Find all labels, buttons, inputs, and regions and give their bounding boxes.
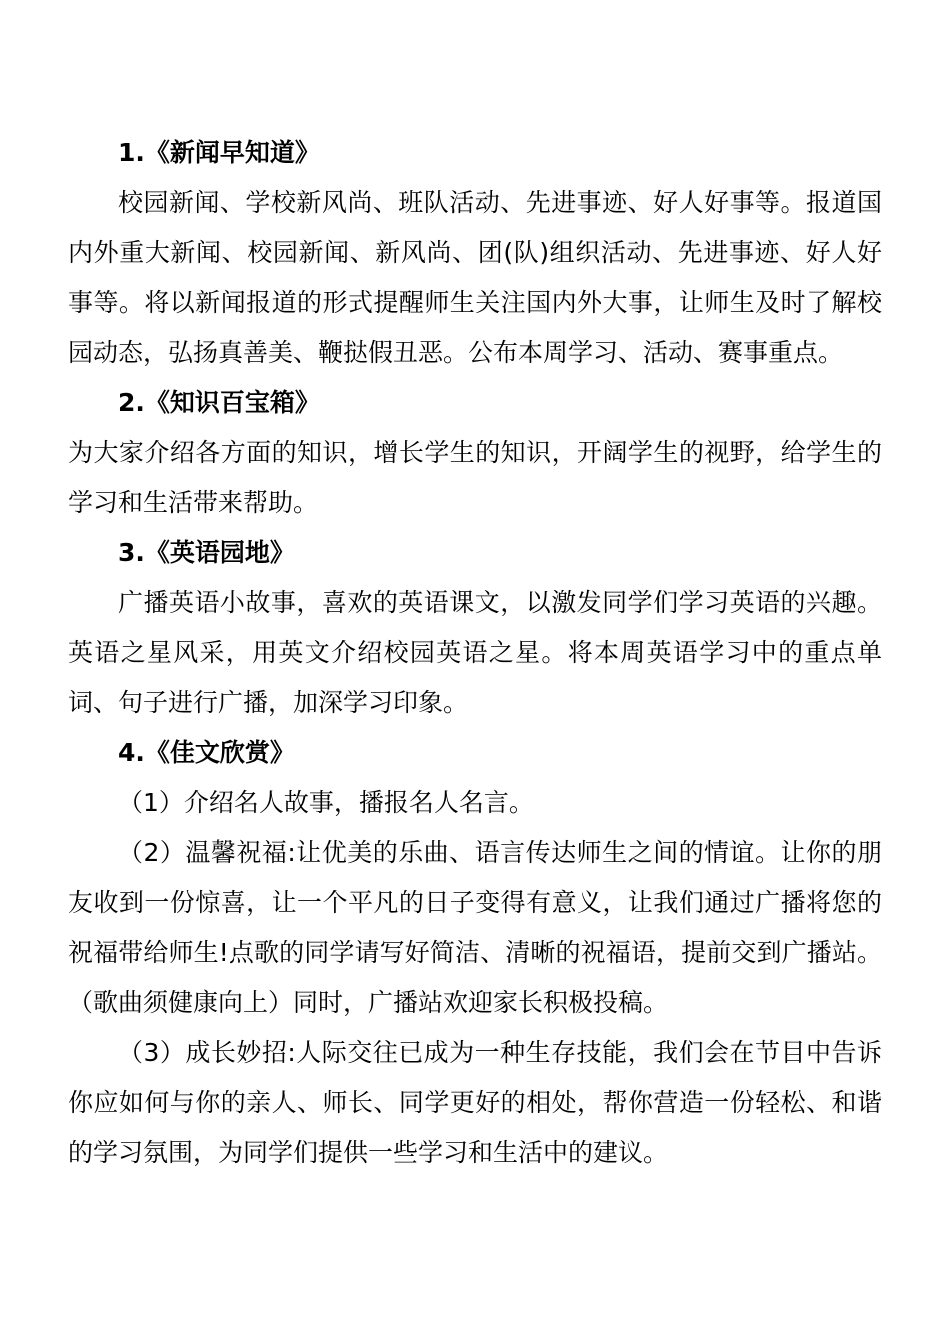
section-paragraph-essays-3: （3）成长妙招:人际交往已成为一种生存技能，我们会在节目中告诉你应如何与你的亲人、师长、同学更好的相处，帮你营造一份轻松、和谐的学习氛围，为同学们提供一些学习和生活中的建议。: [68, 1038, 882, 1167]
section-heading-english: 3.《英语园地》: [118, 538, 295, 567]
section-paragraph-essays-1: （1）介绍名人故事，播报名人名言。: [118, 788, 534, 817]
section-heading-knowledge: 2.《知识百宝箱》: [118, 388, 320, 417]
section-heading-essays: 4.《佳文欣赏》: [118, 738, 295, 767]
section-paragraph-news: 校园新闻、学校新风尚、班队活动、先进事迹、好人好事等。报道国内外重大新闻、校园新闻、新风尚、团(队)组织活动、先进事迹、好人好事等。将以新闻报道的形式提醒师生关注国内外大事，让师生及时了解校园动态，弘扬真善美、鞭挞假丑恶。公布本周学习、活动、赛事重点。: [68, 188, 882, 367]
section-paragraph-essays-2: （2）温馨祝福:让优美的乐曲、语言传达师生之间的情谊。让你的朋友收到一份惊喜，让一个平凡的日子变得有意义，让我们通过广播将您的祝福带给师生!点歌的同学请写好简洁、清晰的祝福语，提前交到广播站。（歌曲须健康向上）同时，广播站欢迎家长积极投稿。: [68, 838, 882, 1017]
document-page: [68, 128, 882, 1178]
section-heading-news: 1.《新闻早知道》: [118, 138, 320, 167]
section-paragraph-knowledge: 为大家介绍各方面的知识，增长学生的知识，开阔学生的视野，给学生的学习和生活带来帮助。: [68, 438, 882, 517]
section-paragraph-english: 广播英语小故事，喜欢的英语课文，以激发同学们学习英语的兴趣。英语之星风采，用英文介绍校园英语之星。将本周英语学习中的重点单词、句子进行广播，加深学习印象。: [68, 588, 882, 717]
